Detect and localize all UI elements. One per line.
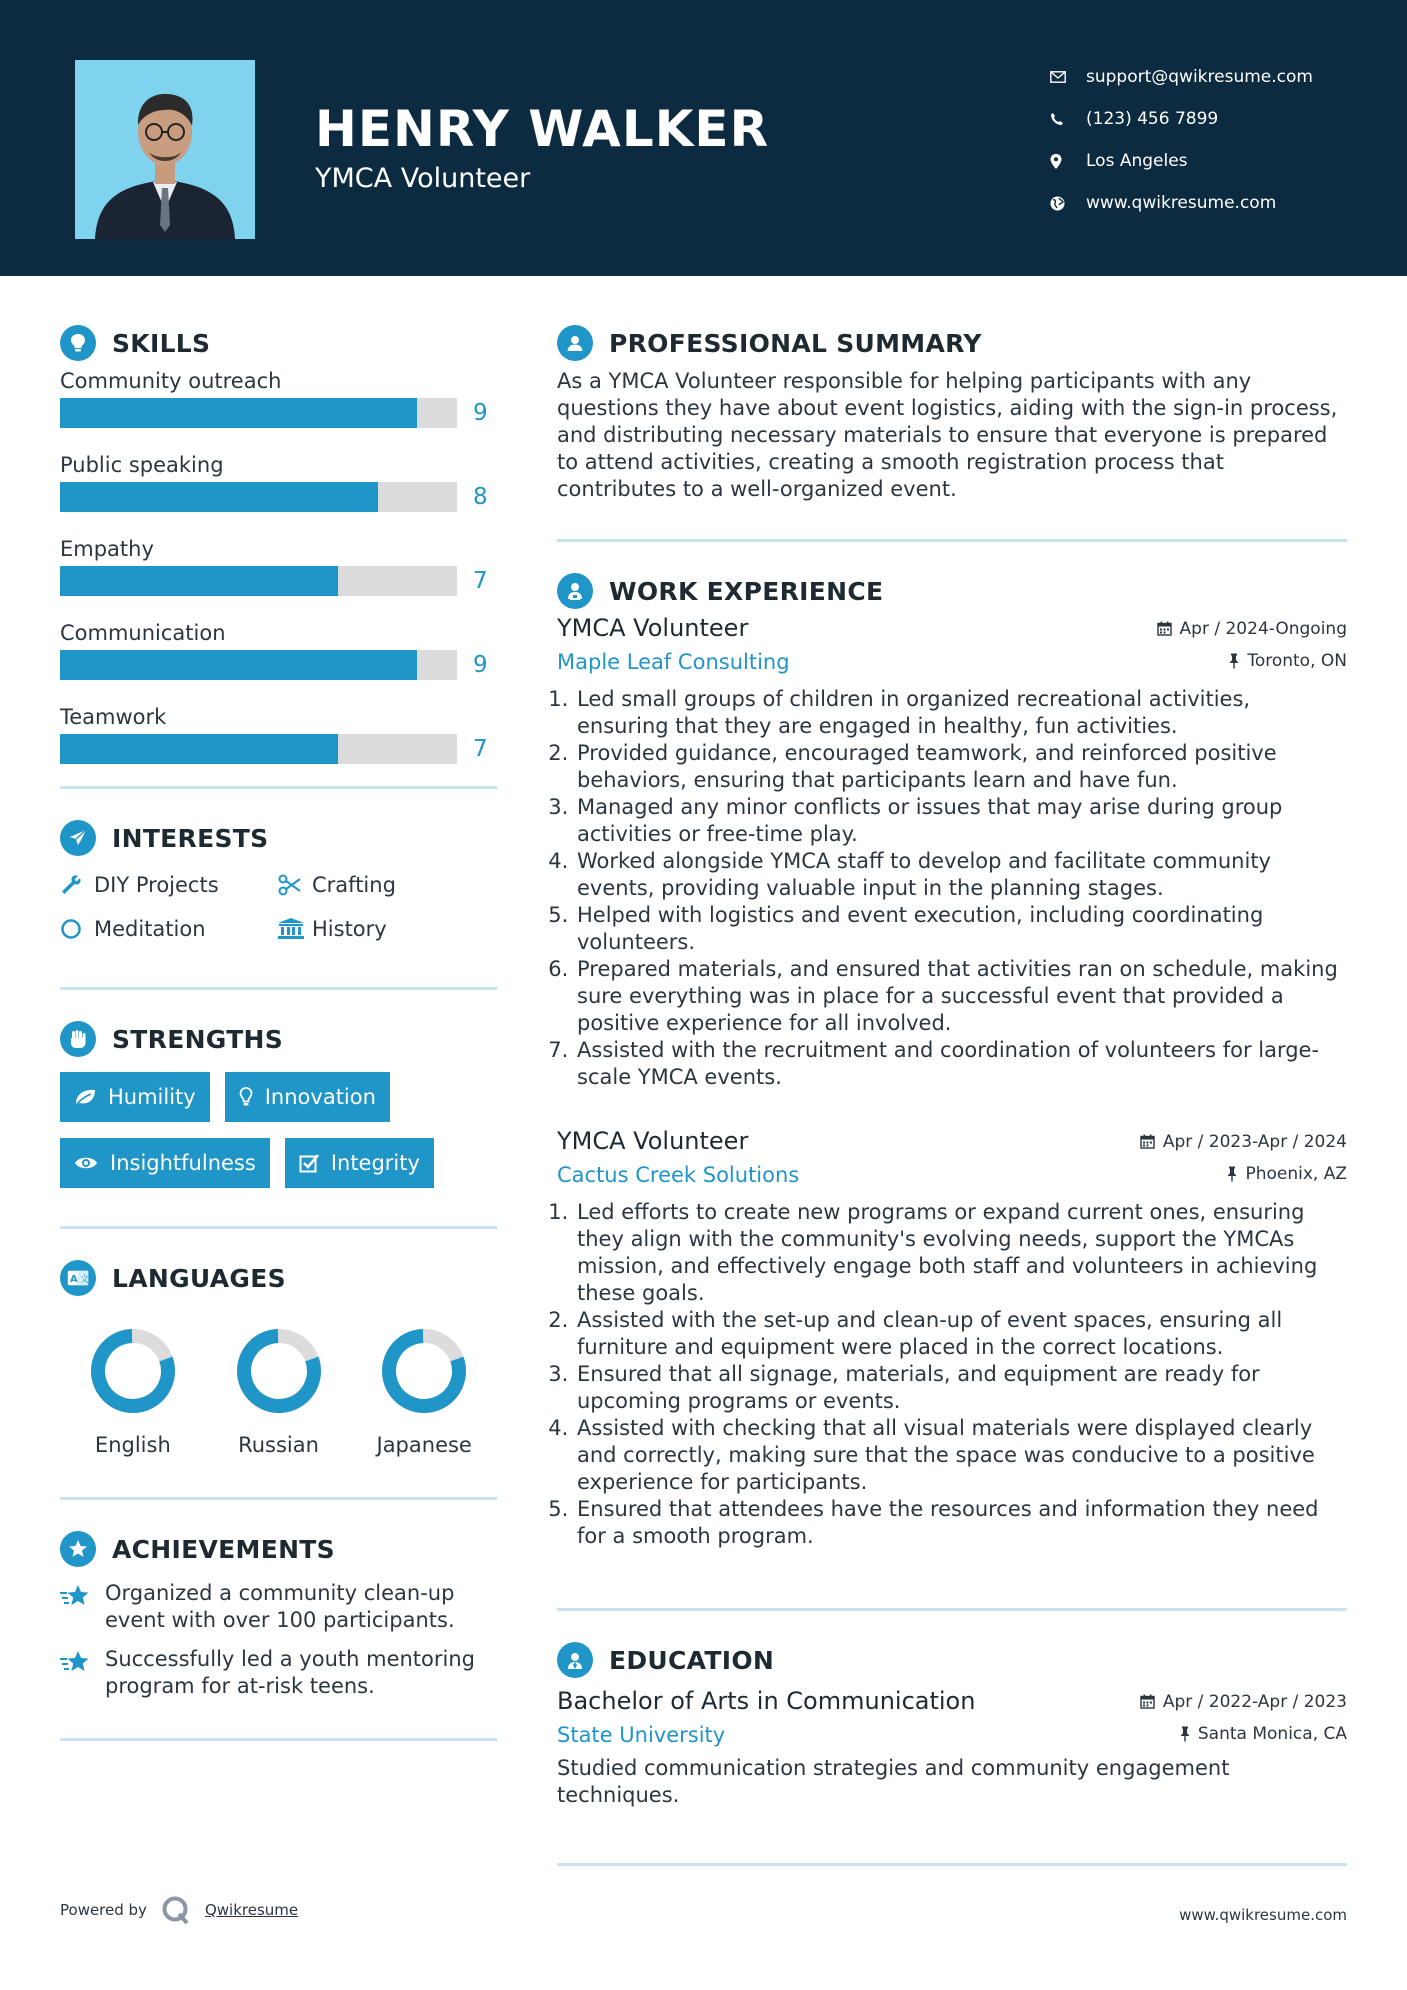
languages-heading	[60, 1259, 497, 1297]
skill-bar-row	[60, 648, 497, 682]
skill-item	[60, 366, 497, 430]
language-item	[206, 1327, 352, 1457]
education-dates-text: Apr / 2022-Apr / 2023	[1162, 1691, 1347, 1712]
skill-label: Communication	[60, 621, 226, 645]
contact-email	[1050, 56, 1390, 98]
education-head	[557, 1687, 1347, 1715]
interest-item	[278, 871, 496, 899]
education-location-text: Santa Monica, CA	[1197, 1724, 1347, 1744]
leaf-icon	[74, 1088, 96, 1106]
duty-item: 3. Ensured that all signage, materials, and equipment are ready for upcoming programs or events.	[575, 1361, 1347, 1415]
footer-branding	[60, 1895, 298, 1925]
duty-item: 2. Assisted with the set-up and clean-up of event spaces, ensuring all furniture and equipment were placed in the correct locations.	[575, 1307, 1347, 1361]
skill-label: Community outreach	[60, 369, 282, 393]
achievements-heading	[60, 1530, 497, 1568]
candidate-name: HENRY WALKER	[315, 100, 770, 158]
briefcase-icon	[557, 573, 593, 609]
skill-bar-track	[60, 734, 457, 764]
calendar-icon	[1140, 1134, 1155, 1149]
pushpin-icon	[1229, 653, 1239, 669]
interest-label: History	[312, 917, 387, 941]
map-pin-icon	[1050, 154, 1086, 169]
interest-item	[278, 915, 496, 943]
paper-plane-icon	[60, 820, 96, 856]
svg-text:A: A	[70, 1274, 78, 1285]
language-list	[60, 1327, 497, 1457]
language-item	[351, 1327, 497, 1457]
education-dates	[1140, 1692, 1347, 1712]
language-name: Russian	[238, 1433, 319, 1457]
duty-item: 1. Led efforts to create new programs or expand current ones, ensuring they align with the community's evolving needs, support the YMCAs mission, and effectively engage both staff and volunteers in achieving these goals.	[575, 1199, 1347, 1307]
envelope-icon	[1050, 71, 1086, 83]
skill-score: 8	[473, 484, 488, 510]
achievement-item	[60, 1580, 497, 1634]
summary-text: As a YMCA Volunteer responsible for helping participants with any questions they have about event logistics, aiding with the sign-in process, and distributing necessary materials to ensure that everyone is prepared to attend activities, creating a smooth registration process that contributes to a well-organized event.	[557, 369, 1338, 501]
phone-icon	[1050, 112, 1086, 126]
skill-bar-track	[60, 650, 457, 680]
company-name: Cactus Creek Solutions	[557, 1163, 800, 1187]
job-dates	[1157, 619, 1347, 639]
duty-list	[575, 1199, 1347, 1550]
phone-text[interactable]: (123) 456 7899	[1086, 109, 1219, 129]
education-subhead	[557, 1723, 1347, 1747]
interest-item	[60, 871, 278, 899]
skill-bar-row	[60, 732, 497, 766]
achievements-title: ACHIEVEMENTS	[112, 1534, 335, 1564]
strength-label: Insightfulness	[110, 1151, 256, 1175]
language-name: Japanese	[376, 1433, 472, 1457]
school-name: State University	[557, 1723, 726, 1747]
skill-label: Empathy	[60, 537, 154, 561]
skill-bar-track	[60, 566, 457, 596]
languages-title: LANGUAGES	[112, 1263, 286, 1293]
skill-score: 7	[473, 736, 488, 762]
experience-section	[557, 542, 1347, 1550]
resume-header	[0, 0, 1407, 276]
job-entry	[557, 1127, 1347, 1550]
pushpin-icon	[1227, 1166, 1237, 1182]
interest-item	[60, 915, 278, 943]
strength-label: Integrity	[330, 1151, 420, 1175]
skill-label: Public speaking	[60, 453, 224, 477]
language-ring	[380, 1327, 468, 1415]
job-dates	[1140, 1132, 1347, 1152]
right-column	[557, 276, 1347, 1866]
duty-list	[575, 686, 1347, 1091]
lightbulb-icon	[60, 325, 96, 361]
strength-tag	[225, 1072, 390, 1122]
graduate-icon	[557, 1642, 593, 1678]
skill-item	[60, 534, 497, 598]
job-dates-text: Apr / 2023-Apr / 2024	[1162, 1131, 1347, 1152]
strength-tags	[60, 1072, 490, 1188]
star-icon	[60, 1646, 105, 1700]
calendar-icon	[1157, 621, 1172, 636]
footer-website[interactable]: www.qwikresume.com	[1179, 1906, 1347, 1924]
skill-bar-fill	[60, 566, 338, 596]
job-head	[557, 614, 1347, 642]
duty-item: 4. Assisted with checking that all visual materials were displayed clearly and correctly, making sure that the space was conducive to a positive experience for participants.	[575, 1415, 1347, 1496]
skill-bar-fill	[60, 734, 338, 764]
section-divider	[557, 1863, 1347, 1866]
skills-title: SKILLS	[112, 328, 211, 358]
checkbox-icon	[299, 1153, 319, 1173]
contact-website	[1050, 182, 1390, 224]
lightbulb-icon	[239, 1087, 253, 1107]
powered-by-text: Powered by	[60, 1901, 147, 1919]
strengths-title: STRENGTHS	[112, 1024, 284, 1054]
skill-bar-row	[60, 396, 497, 430]
interest-label: DIY Projects	[94, 873, 219, 897]
calendar-icon	[1140, 1694, 1155, 1709]
job-dates-text: Apr / 2024-Ongoing	[1179, 618, 1347, 639]
education-description: Studied communication strategies and community engagement techniques.	[557, 1756, 1230, 1807]
duty-item: 7. Assisted with the recruitment and coordination of volunteers for large-scale YMCA events.	[575, 1037, 1347, 1091]
job-role: YMCA Volunteer	[557, 614, 749, 642]
job-head	[557, 1127, 1347, 1155]
duty-item: 2. Provided guidance, encouraged teamwork, and reinforced positive behaviors, ensuring that participants learn and have fun.	[575, 740, 1347, 794]
languages-section	[60, 1229, 497, 1457]
job-subhead	[557, 1163, 1347, 1187]
interest-label: Crafting	[312, 873, 396, 897]
duty-item: 5. Helped with logistics and event execution, including coordinating volunteers.	[575, 902, 1347, 956]
skill-bar-fill	[60, 482, 378, 512]
skill-bar-fill	[60, 398, 417, 428]
achievement-text: Successfully led a youth mentoring program for at-risk teens.	[105, 1647, 475, 1698]
wrench-icon	[60, 874, 94, 896]
education-heading	[557, 1641, 1347, 1679]
section-divider	[60, 1738, 497, 1741]
job-subhead	[557, 650, 1347, 674]
interests-heading	[60, 819, 497, 857]
interests-grid	[60, 871, 497, 943]
profile-photo	[75, 60, 255, 239]
left-column	[60, 276, 497, 1741]
skills-list	[60, 366, 497, 766]
achievement-text: Organized a community clean-up event with over 100 participants.	[105, 1581, 455, 1632]
qwikresume-link[interactable]: Qwikresume	[204, 1901, 299, 1919]
strength-tag	[60, 1072, 210, 1122]
star-badge-icon	[60, 1531, 96, 1567]
duty-item: 4. Worked alongside YMCA staff to develop and facilitate community events, providing valuable input in the planning stages.	[575, 848, 1347, 902]
strength-label: Innovation	[264, 1085, 376, 1109]
qwikresume-logo-icon	[161, 1895, 191, 1925]
skill-bar-fill	[60, 650, 417, 680]
skill-bar-row	[60, 480, 497, 514]
company-name: Maple Leaf Consulting	[557, 650, 790, 674]
experience-heading	[557, 572, 1347, 610]
job-list	[557, 614, 1347, 1550]
language-ring	[235, 1327, 323, 1415]
skill-score: 9	[473, 400, 488, 426]
user-icon	[557, 325, 593, 361]
email-text[interactable]: support@qwikresume.com	[1086, 67, 1313, 87]
interests-section	[60, 789, 497, 943]
interest-label: Meditation	[94, 917, 206, 941]
duty-item: 1. Led small groups of children in organized recreational activities, ensuring that they are engaged in healthy, fun activities.	[575, 686, 1347, 740]
degree: Bachelor of Arts in Communication	[557, 1687, 976, 1715]
skill-label: Teamwork	[60, 705, 167, 729]
duty-item: 3. Managed any minor conflicts or issues that may arise during group activities or free-time play.	[575, 794, 1347, 848]
skill-item	[60, 618, 497, 682]
job-location	[1227, 1164, 1347, 1184]
strengths-section	[60, 990, 497, 1188]
circle-icon	[60, 918, 94, 940]
job-location	[1229, 651, 1347, 671]
education-title: EDUCATION	[609, 1645, 775, 1675]
svg-text:文: 文	[80, 1275, 89, 1285]
language-icon	[60, 1260, 96, 1296]
eye-icon	[74, 1155, 98, 1171]
language-ring	[89, 1327, 177, 1415]
skill-item	[60, 702, 497, 766]
skills-section	[60, 276, 497, 766]
skill-item	[60, 450, 497, 514]
scissors-icon	[278, 874, 312, 896]
candidate-title: YMCA Volunteer	[315, 163, 531, 194]
skill-bar-track	[60, 482, 457, 512]
job-location-text: Phoenix, AZ	[1245, 1164, 1347, 1184]
skill-bar-row	[60, 564, 497, 598]
duty-item: 5. Ensured that attendees have the resources and information they need for a smooth program.	[575, 1496, 1347, 1550]
skill-bar-track	[60, 398, 457, 428]
achievement-list	[60, 1580, 497, 1700]
contact-phone	[1050, 98, 1390, 140]
strength-tag	[60, 1138, 270, 1188]
location-text: Los Angeles	[1086, 151, 1188, 171]
job-role: YMCA Volunteer	[557, 1127, 749, 1155]
contact-location	[1050, 140, 1390, 182]
education-location	[1180, 1724, 1347, 1744]
strengths-heading	[60, 1020, 497, 1058]
skill-score: 7	[473, 568, 488, 594]
experience-title: WORK EXPERIENCE	[609, 576, 884, 606]
language-name: English	[94, 1433, 171, 1457]
summary-title: PROFESSIONAL SUMMARY	[609, 328, 982, 358]
strength-tag	[285, 1138, 434, 1188]
education-section	[557, 1611, 1347, 1809]
summary-heading	[557, 324, 1347, 362]
achievements-section	[60, 1500, 497, 1700]
duty-item: 6. Prepared materials, and ensured that activities ran on schedule, making sure everything was in place for a successful event that provided a positive experience for all involved.	[575, 956, 1347, 1037]
job-entry	[557, 614, 1347, 1091]
globe-icon	[1050, 196, 1086, 211]
skills-heading	[60, 324, 497, 362]
contact-list	[1050, 56, 1390, 224]
strength-label: Humility	[108, 1085, 196, 1109]
summary-section	[557, 276, 1347, 503]
fist-icon	[60, 1021, 96, 1057]
interests-title: INTERESTS	[112, 823, 269, 853]
pushpin-icon	[1180, 1726, 1190, 1742]
star-icon	[60, 1580, 105, 1634]
website-text[interactable]: www.qwikresume.com	[1086, 193, 1277, 213]
museum-icon	[278, 918, 312, 940]
job-location-text: Toronto, ON	[1247, 651, 1347, 671]
language-item	[60, 1327, 206, 1457]
skill-score: 9	[473, 652, 488, 678]
achievement-item	[60, 1646, 497, 1700]
